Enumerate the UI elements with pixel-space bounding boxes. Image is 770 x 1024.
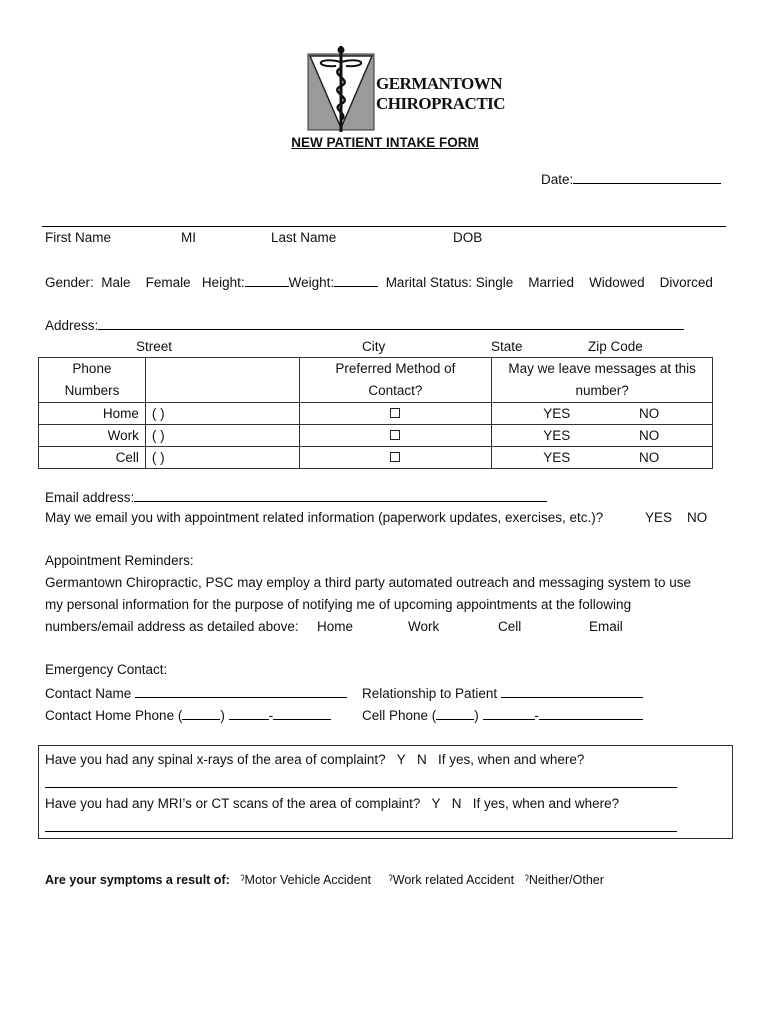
form-title: NEW PATIENT INTAKE FORM — [291, 135, 479, 150]
reminders-text-line2: my personal information for the purpose of notifying me of upcoming appointments at the following — [45, 597, 632, 612]
first-name-label: First Name — [45, 230, 112, 245]
marital-label: Marital Status: — [385, 275, 472, 290]
message-header-line2: number? — [575, 383, 629, 398]
contact-name-label: Contact Name — [45, 686, 132, 701]
relationship-label: Relationship to Patient — [362, 686, 498, 701]
emergency-heading: Emergency Contact: — [45, 662, 168, 677]
yes-option[interactable]: YES — [543, 450, 571, 465]
clinic-logo — [306, 46, 506, 132]
state-label: State — [491, 339, 523, 354]
table-row — [39, 425, 713, 447]
preferred-contact-cell — [299, 447, 492, 469]
marital-option-divorced[interactable]: Divorced — [659, 275, 713, 290]
symptom-option-work[interactable]: Work related Accident — [392, 873, 515, 887]
table-row — [39, 403, 713, 425]
date-field[interactable] — [541, 170, 721, 187]
xray-question-text: Have you had any spinal x-rays of the area of complaint? — [45, 752, 386, 767]
table-row — [39, 447, 713, 469]
phone-type-label: Home — [39, 403, 146, 425]
reminder-option-email[interactable]: Email — [589, 619, 623, 634]
symptom-checkbox-icon[interactable]: ˀ — [240, 873, 245, 887]
preferred-contact-header — [299, 358, 492, 403]
symptom-option-other[interactable]: Neither/Other — [528, 873, 604, 887]
symptom-option-mva[interactable]: Motor Vehicle Accident — [244, 873, 372, 887]
weight-input[interactable] — [334, 273, 378, 287]
preferred-checkbox[interactable] — [390, 408, 400, 418]
leave-message-cell — [492, 403, 713, 425]
xray-yes-option[interactable]: Y — [396, 752, 406, 767]
xray-no-option[interactable]: N — [417, 752, 427, 767]
gender-row — [45, 273, 713, 290]
imaging-history-box — [38, 745, 733, 839]
no-option[interactable]: NO — [639, 450, 660, 465]
leave-message-header — [492, 358, 713, 403]
preferred-header-line2: Contact? — [368, 383, 423, 398]
phone-number-input[interactable]: ( ) — [145, 425, 299, 447]
no-option[interactable]: NO — [639, 406, 660, 421]
symptoms-label: Are your symptoms a result of: — [45, 873, 230, 887]
mri-question — [45, 796, 619, 811]
marital-option-widowed[interactable]: Widowed — [589, 275, 645, 290]
mri-question-text: Have you had any MRI’s or CT scans of the area of complaint? — [45, 796, 421, 811]
zip-label: Zip Code — [588, 339, 643, 354]
cell-phone-field[interactable]: Cell Phone ( ) - — [362, 706, 643, 723]
logo-line-1: GERMANTOWN — [376, 74, 502, 93]
section-divider — [42, 226, 726, 227]
xray-details-input[interactable] — [45, 772, 677, 788]
dob-label: DOB — [453, 230, 483, 245]
mri-details-input[interactable] — [45, 816, 677, 832]
mri-yes-option[interactable]: Y — [431, 796, 441, 811]
height-label: Height: — [201, 275, 245, 290]
leave-message-cell — [492, 447, 713, 469]
mri-no-option[interactable]: N — [451, 796, 462, 811]
preferred-contact-cell — [299, 425, 492, 447]
date-label: Date: — [541, 172, 574, 187]
contact-name-field[interactable] — [45, 684, 347, 701]
phone-type-label: Work — [39, 425, 146, 447]
phone-header-line1: Phone — [72, 361, 112, 376]
leave-message-cell — [492, 425, 713, 447]
yes-option[interactable]: YES — [543, 428, 571, 443]
last-name-label: Last Name — [271, 230, 337, 245]
relationship-field[interactable] — [362, 684, 643, 701]
email-no-option[interactable]: NO — [687, 510, 708, 525]
email-yes-option[interactable]: YES — [645, 510, 673, 525]
email-label: Email address: — [45, 490, 135, 505]
reminders-heading: Appointment Reminders: — [45, 553, 194, 568]
reminder-option-home[interactable]: Home — [317, 619, 354, 634]
logo-line-2: CHIROPRACTIC — [376, 94, 506, 113]
height-input[interactable] — [245, 273, 289, 287]
reminder-option-cell[interactable]: Cell — [498, 619, 522, 634]
symptom-checkbox-icon[interactable]: ˀ — [524, 873, 529, 887]
yes-option[interactable]: YES — [543, 406, 571, 421]
reminders-text-line3: numbers/email address as detailed above: — [45, 619, 299, 634]
preferred-checkbox[interactable] — [390, 452, 400, 462]
symptom-checkbox-icon[interactable]: ˀ — [388, 873, 393, 887]
gender-option-female[interactable]: Female — [145, 275, 191, 290]
phone-header — [39, 358, 146, 403]
gender-label: Gender: — [45, 275, 94, 290]
weight-label: Weight: — [288, 275, 335, 290]
contact-home-phone-label: Contact Home Phone ( — [45, 708, 183, 723]
preferred-header-line1: Preferred Method of — [335, 361, 456, 376]
no-option[interactable]: NO — [639, 428, 660, 443]
reminders-text-line1: Germantown Chiropractic, PSC may employ a third party automated outreach and messaging system to use — [45, 575, 692, 590]
mi-label: MI — [181, 230, 196, 245]
xray-question — [45, 752, 584, 767]
cell-phone-label: Cell Phone ( — [362, 708, 437, 723]
preferred-checkbox[interactable] — [390, 430, 400, 440]
marital-option-single[interactable]: Single — [475, 275, 514, 290]
phone-number-input[interactable]: ( ) — [145, 447, 299, 469]
reminder-option-work[interactable]: Work — [408, 619, 440, 634]
symptoms-row — [45, 873, 604, 887]
message-header-line1: May we leave messages at this — [508, 361, 696, 376]
marital-option-married[interactable]: Married — [528, 275, 575, 290]
street-label: Street — [136, 339, 173, 354]
email-consent-question: May we email you with appointment related information (paperwork updates, exercises, etc.)? — [45, 510, 604, 525]
contact-home-phone-field[interactable]: Contact Home Phone ( ) - — [45, 706, 331, 723]
xray-if-yes-text: If yes, when and where? — [438, 752, 585, 767]
preferred-contact-cell — [299, 403, 492, 425]
phone-header-line2: Numbers — [64, 383, 120, 398]
city-label: City — [362, 339, 386, 354]
address-label: Address: — [45, 318, 99, 333]
address-field[interactable] — [45, 316, 684, 333]
gender-option-male[interactable]: Male — [101, 275, 131, 290]
phone-table — [38, 357, 713, 469]
phone-type-label: Cell — [39, 447, 146, 469]
phone-number-input[interactable]: ( ) — [145, 403, 299, 425]
mri-if-yes-text: If yes, when and where? — [472, 796, 620, 811]
email-field[interactable] — [45, 488, 547, 505]
phone-number-header — [145, 358, 299, 403]
